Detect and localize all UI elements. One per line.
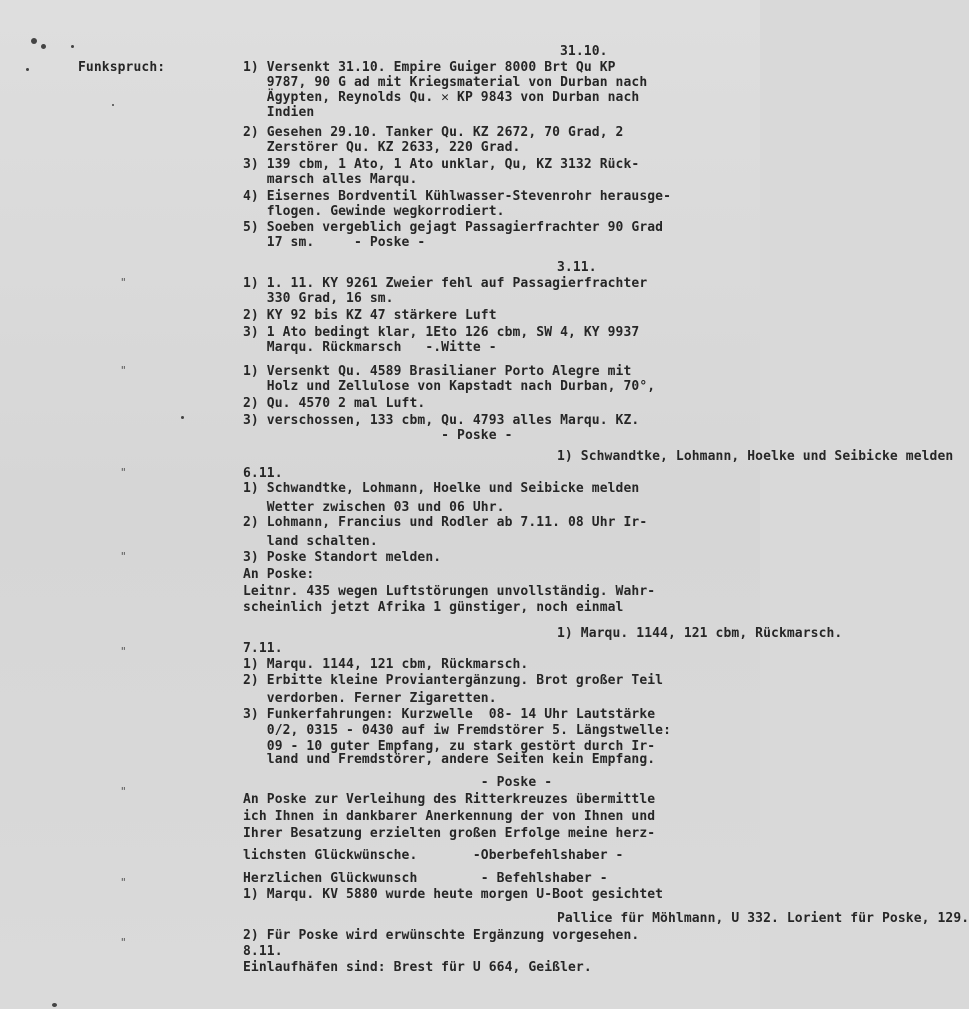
- text-line: 3) 139 cbm, 1 Ato, 1 Ato unklar, Qu, KZ 3132 Rück-: [243, 157, 640, 172]
- text-line: scheinlich jetzt Afrika 1 günstiger, noch einmal: [243, 600, 624, 615]
- text-line: 3) verschossen, 133 cbm, Qu. 4793 alles Marqu. KZ.: [243, 413, 640, 428]
- text-line: Indien: [243, 105, 315, 120]
- text-line: Wetter zwischen 03 und 06 Uhr.: [243, 500, 505, 515]
- date-heading: Pallice für Möhlmann, U 332. Lorient für Poske, 129.: [557, 911, 969, 926]
- text-line: land schalten.: [243, 534, 378, 549]
- scan-speck: [181, 416, 184, 419]
- scan-speck: [112, 104, 114, 106]
- text-line: 1) Marqu. 1144, 121 cbm, Rückmarsch.: [243, 657, 529, 672]
- ditto-mark: ": [120, 364, 127, 377]
- text-line: 4) Eisernes Bordventil Kühlwasser-Stevenrohr herausge-: [243, 189, 672, 204]
- text-line: 8.11.: [243, 944, 283, 959]
- text-line: 1) Marqu. KV 5880 wurde heute morgen U-Boot gesichtet: [243, 887, 664, 902]
- text-line: 330 Grad, 16 sm.: [243, 291, 394, 306]
- text-line: 17 sm. - Poske -: [243, 235, 426, 250]
- scan-speck: [71, 45, 74, 48]
- text-line: 1) 1. 11. KY 9261 Zweier fehl auf Passagierfrachter: [243, 276, 648, 291]
- ditto-mark: ": [120, 466, 127, 479]
- text-line: - Poske -: [243, 428, 513, 443]
- ditto-mark: ": [120, 785, 127, 798]
- scan-speck: [26, 68, 29, 71]
- text-line: Marqu. Rückmarsch -.Witte -: [243, 340, 497, 355]
- text-line: 9787, 90 G ad mit Kriegsmaterial von Durban nach: [243, 75, 648, 90]
- text-line: Ihrer Besatzung erzielten großen Erfolge meine herz-: [243, 826, 656, 841]
- text-line: Zerstörer Qu. KZ 2633, 220 Grad.: [243, 140, 521, 155]
- funkspruch-label: Funkspruch:: [78, 60, 166, 75]
- text-line: ich Ihnen in dankbarer Anerkennung der von Ihnen und: [243, 809, 656, 824]
- date-heading: 3.11.: [557, 260, 597, 275]
- text-line: 6.11.: [243, 466, 283, 481]
- text-line: 2) Lohmann, Francius und Rodler ab 7.11. 08 Uhr Ir-: [243, 515, 648, 530]
- text-line: 3) 1 Ato bedingt klar, 1Eto 126 cbm, SW 4, KY 9937: [243, 325, 640, 340]
- date-heading: 1) Marqu. 1144, 121 cbm, Rückmarsch.: [557, 626, 843, 641]
- ditto-mark: ": [120, 876, 127, 889]
- ditto-mark: ": [120, 550, 127, 563]
- text-line: An Poske zur Verleihung des Ritterkreuzes übermittle: [243, 792, 656, 807]
- text-line: An Poske:: [243, 567, 315, 582]
- text-line: Leitnr. 435 wegen Luftstörungen unvollständig. Wahr-: [243, 584, 656, 599]
- text-line: 1) Versenkt Qu. 4589 Brasilianer Porto Alegre mit: [243, 364, 632, 379]
- text-line: verdorben. Ferner Zigaretten.: [243, 691, 497, 706]
- text-line: flogen. Gewinde wegkorrodiert.: [243, 204, 505, 219]
- text-line: 2) Qu. 4570 2 mal Luft.: [243, 396, 426, 411]
- text-line: 5) Soeben vergeblich gejagt Passagierfrachter 90 Grad: [243, 220, 664, 235]
- scan-speck: [52, 1003, 57, 1007]
- date-heading: 31.10.: [560, 44, 608, 59]
- text-line: 3) Funkerfahrungen: Kurzwelle 08- 14 Uhr Lautstärke: [243, 707, 656, 722]
- text-line: 2) Erbitte kleine Proviantergänzung. Brot großer Teil: [243, 673, 664, 688]
- text-line: 1) Schwandtke, Lohmann, Hoelke und Seibicke melden: [243, 481, 640, 496]
- text-line: land und Fremdstörer, andere Seiten kein Empfang.: [243, 752, 656, 767]
- text-line: Herzlichen Glückwunsch - Befehlshaber -: [243, 871, 608, 886]
- text-line: 2) Gesehen 29.10. Tanker Qu. KZ 2672, 70 Grad, 2: [243, 125, 624, 140]
- ditto-mark: ": [120, 645, 127, 658]
- text-line: Holz und Zellulose von Kapstadt nach Durban, 70°,: [243, 379, 656, 394]
- ditto-mark: ": [120, 276, 127, 289]
- text-line: Ägypten, Reynolds Qu. ✕ KP 9843 von Durban nach: [243, 90, 640, 105]
- text-line: Einlaufhäfen sind: Brest für U 664, Geißler.: [243, 960, 592, 975]
- text-line: 2) KY 92 bis KZ 47 stärkere Luft: [243, 308, 497, 323]
- text-line: 0/2, 0315 - 0430 auf iw Fremdstörer 5. Längstwelle:: [243, 723, 672, 738]
- text-line: lichsten Glückwünsche. -Oberbefehlshaber -: [243, 848, 624, 863]
- ditto-mark: ": [120, 936, 127, 949]
- text-line: - Poske -: [243, 775, 553, 790]
- scan-speck: [41, 44, 46, 49]
- text-line: 7.11.: [243, 641, 283, 656]
- date-heading: 1) Schwandtke, Lohmann, Hoelke und Seibicke melden: [557, 449, 954, 464]
- text-line: 1) Versenkt 31.10. Empire Guiger 8000 Brt Qu KP: [243, 60, 616, 75]
- text-line: 09 - 10 guter Empfang, zu stark gestört durch Ir-: [243, 739, 656, 754]
- scan-speck: [31, 38, 37, 44]
- text-line: 2) Für Poske wird erwünschte Ergänzung vorgesehen.: [243, 928, 640, 943]
- text-line: 3) Poske Standort melden.: [243, 550, 442, 565]
- text-line: marsch alles Marqu.: [243, 172, 418, 187]
